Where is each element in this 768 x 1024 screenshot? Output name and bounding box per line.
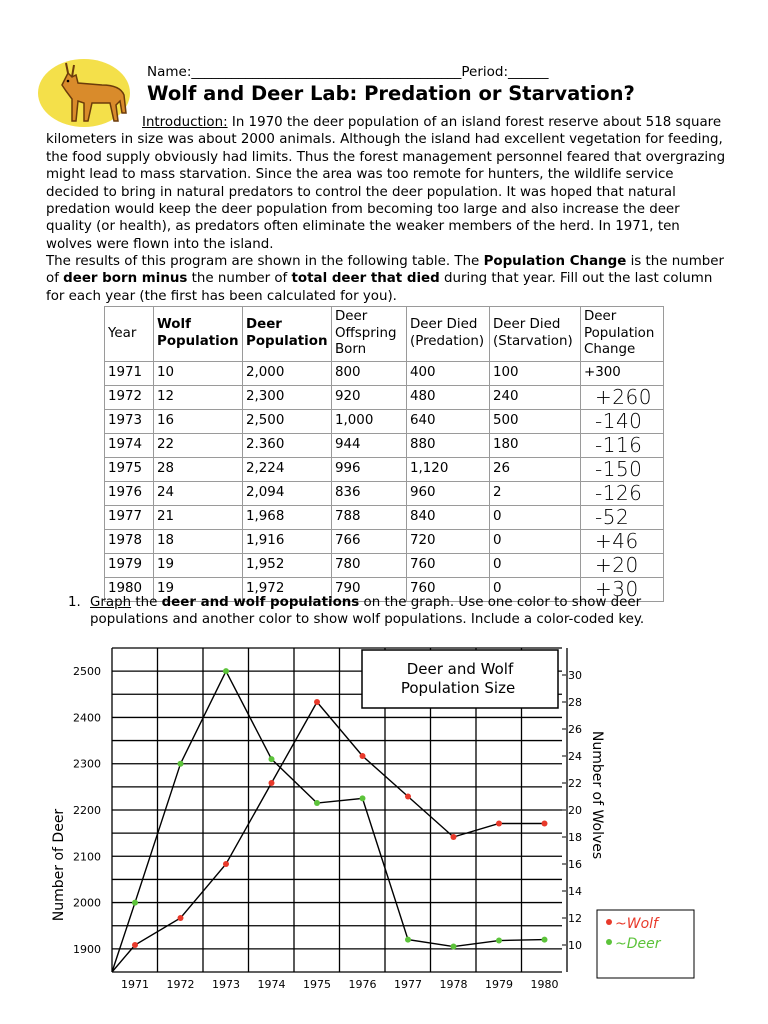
table-cell: 960 [407,481,490,505]
table-cell: 0 [490,505,581,529]
table-cell: 2 [490,481,581,505]
table-cell: 840 [407,505,490,529]
introduction-label: Introduction: [142,115,228,130]
table-cell: 1,120 [407,457,490,481]
table-body [105,361,664,601]
deer-series-point [542,937,548,943]
table-cell: 880 [407,433,490,457]
name-label: Name: [147,64,192,80]
legend-deer-dot [606,939,612,945]
wolf-series-point [132,942,138,948]
deer-series-point [405,937,411,943]
y-tick-label: 2300 [73,757,101,771]
population-change-answer[interactable]: -140 [581,409,664,433]
table-cell: 1975 [105,457,154,481]
y2-tick-label: 24 [568,750,582,763]
table-cell: 16 [154,409,243,433]
table-cell: 760 [407,553,490,577]
y2-tick-label: 26 [568,723,582,736]
deer-eye-icon [67,80,70,83]
header-deer-offspring: Deer Offspring Born [332,307,407,362]
deer-series-point [314,800,320,806]
results-bold-2: deer born minus [63,271,188,287]
wolf-series-point [451,834,457,840]
y2-tick-label: 20 [568,804,582,817]
question-text-2: on the graph. Use one color to show deer populations and another color to show wolf populations. Include a color-coded key. [90,595,645,628]
table-cell: 640 [407,409,490,433]
table-cell: 996 [332,457,407,481]
x-tick-label: 1976 [348,978,377,991]
legend-wolf-dot [606,919,612,925]
x-tick-label: 1971 [121,978,149,991]
x-tick-label: 1977 [394,978,422,991]
table-cell: 18 [154,529,243,553]
table-header-row [105,307,664,362]
y2-axis-label: Number of Wolves [589,730,605,860]
chart-title-line-2: Population Size [400,679,516,697]
table-cell: 100 [490,361,581,385]
y2-tick-label: 18 [568,831,582,844]
table-cell: 800 [332,361,407,385]
table-cell: 19 [154,553,243,577]
deer-series-point [132,900,138,906]
question-text-1: the [131,595,162,610]
table-row [105,553,664,577]
population-change-answer[interactable]: -150 [581,457,664,481]
table-cell: 1,968 [243,505,332,529]
wolf-series-point [360,753,366,759]
table-cell: +300 [581,361,664,385]
x-tick-label: 1973 [212,978,240,991]
y-axis-label: Number of Deer [51,808,67,922]
table-cell: 22 [154,433,243,457]
name-period-line[interactable] [147,64,549,80]
table-cell: 920 [332,385,407,409]
deer-series-point [451,944,457,950]
y2-tick-label: 28 [568,696,582,709]
wolf-series-point [269,780,275,786]
table-cell: 836 [332,481,407,505]
introduction-text: In 1970 the deer population of an island forest reserve about 518 square kilometers in size was about 2000 animals. Although the island had excellent vegetation for feeding, the food supply obviously had limits. Thus the forest management personnel feared that overgrazing might lead to mass starvation. Since the area was too remote for hunters, the wildlife service decided to bring in natural predators to control the deer population. It was hoped that natural predation would keep the deer population from becoming too large and also increase the deer quality (or health), as predators often eliminate the weaker members of the herd. In 1971, ten wolves were flown into the island. [46,115,726,252]
table-cell: 1978 [105,529,154,553]
results-text-4: during that year. Fill out the last column for each year (the first has been calculated for you). [46,271,713,304]
deer-series-point [269,756,275,762]
header-died-starvation: Deer Died (Starvation) [490,307,581,362]
question-bold: deer and wolf populations [161,595,360,610]
period-blank[interactable]: ______ [508,64,549,80]
y-tick-label: 2400 [73,711,101,725]
table-cell: 12 [154,385,243,409]
y2-tick-label: 10 [568,939,582,952]
table-cell: 400 [407,361,490,385]
table-cell: 2,094 [243,481,332,505]
population-table [104,306,664,602]
wolf-series-point [542,821,548,827]
table-cell: 180 [490,433,581,457]
table-cell: 2,224 [243,457,332,481]
population-change-answer[interactable]: +30 [581,577,664,601]
table-cell: 2,000 [243,361,332,385]
table-cell: 1,972 [243,577,332,601]
table-cell: 0 [490,553,581,577]
table-cell: 2,500 [243,409,332,433]
y2-tick-label: 22 [568,777,582,790]
table-cell: 21 [154,505,243,529]
y2-tick-label: 16 [568,858,582,871]
table-cell: 720 [407,529,490,553]
population-chart [0,630,768,1024]
x-tick-label: 1974 [257,978,286,991]
results-text-3: the number of [187,271,292,287]
y2-tick-label: 30 [568,669,582,682]
results-bold-1: Population Change [483,254,627,269]
question-number: 1. [68,595,81,610]
table-row [105,409,664,433]
header-wolf-population: Wolf Population [154,307,243,362]
population-change-answer[interactable]: -116 [581,433,664,457]
y-tick-label: 2000 [73,896,101,910]
table-cell: 1,916 [243,529,332,553]
table-cell: 760 [407,577,490,601]
table-cell: 1976 [105,481,154,505]
table-cell: 2,300 [243,385,332,409]
table-cell: 766 [332,529,407,553]
table-cell: 1971 [105,361,154,385]
deer-series-point [360,795,366,801]
chart-title-line-1: Deer and Wolf [406,660,514,678]
x-tick-label: 1972 [166,978,195,991]
header-year: Year [105,307,154,362]
table-row [105,361,664,385]
table-cell: 1977 [105,505,154,529]
table-cell: 780 [332,553,407,577]
legend-deer-label: ~Deer [615,936,661,952]
wolf-series-point [178,915,184,921]
deer-series-point [223,668,229,674]
table-row [105,529,664,553]
table-cell: 1980 [105,577,154,601]
table-cell: 480 [407,385,490,409]
table-cell: 0 [490,577,581,601]
chart-marks [73,665,582,991]
y2-tick-label: 12 [568,912,582,925]
population-change-answer[interactable]: -52 [581,505,664,529]
results-text-2: is the number of [46,254,725,287]
wolf-series-point [496,821,502,827]
table-cell: 24 [154,481,243,505]
wolf-series-point [405,794,411,800]
table-cell: 1973 [105,409,154,433]
period-label: Period: [461,64,509,80]
results-paragraph [46,253,726,305]
table-cell: 10 [154,361,243,385]
page-title: Wolf and Deer Lab: Predation or Starvation? [147,82,635,105]
y2-tick-label: 14 [568,885,582,898]
table-cell: 788 [332,505,407,529]
wolf-series-line [112,702,545,972]
x-tick-label: 1979 [485,978,513,991]
wolf-series-point [223,861,229,867]
population-change-answer[interactable]: -126 [581,481,664,505]
name-blank[interactable]: ________________________________________ [191,64,462,80]
table-row [105,505,664,529]
y-tick-label: 2500 [73,665,101,679]
x-tick-label: 1978 [439,978,468,991]
table-cell: 790 [332,577,407,601]
results-text-1: The results of this program are shown in the following table. The [46,254,484,269]
legend-wolf-label: ~Wolf [615,916,658,932]
table-cell: 944 [332,433,407,457]
table-cell: 0 [490,529,581,553]
table-cell: 240 [490,385,581,409]
table-cell: 1979 [105,553,154,577]
table-row [105,457,664,481]
table-row [105,433,664,457]
table-cell: 1972 [105,385,154,409]
deer-series-point [178,761,184,767]
table-cell: 500 [490,409,581,433]
wolf-series-point [314,699,320,705]
results-bold-3: total deer that died [291,271,440,287]
table-cell: 2.360 [243,433,332,457]
header-population-change: Deer Population Change [581,307,664,362]
x-tick-label: 1975 [303,978,331,991]
deer-series-point [496,938,502,944]
y-tick-label: 2200 [73,804,101,817]
population-change-answer[interactable]: +46 [581,529,664,553]
table-cell: 1,952 [243,553,332,577]
y-tick-label: 1900 [73,942,101,956]
table-row [105,385,664,409]
table-row [105,481,664,505]
table-cell: 19 [154,577,243,601]
table-cell: 28 [154,457,243,481]
population-change-answer[interactable]: +260 [581,385,664,409]
population-change-answer[interactable]: +20 [581,553,664,577]
x-tick-label: 1980 [530,978,559,991]
table-cell: 1974 [105,433,154,457]
introduction-paragraph [46,114,726,253]
question-1 [68,594,708,629]
table-cell: 1,000 [332,409,407,433]
y-tick-label: 2100 [73,850,101,864]
header-deer-population: Deer Population [243,307,332,362]
table-cell: 26 [490,457,581,481]
question-verb: Graph [90,595,132,610]
header-died-predation: Deer Died (Predation) [407,307,490,362]
